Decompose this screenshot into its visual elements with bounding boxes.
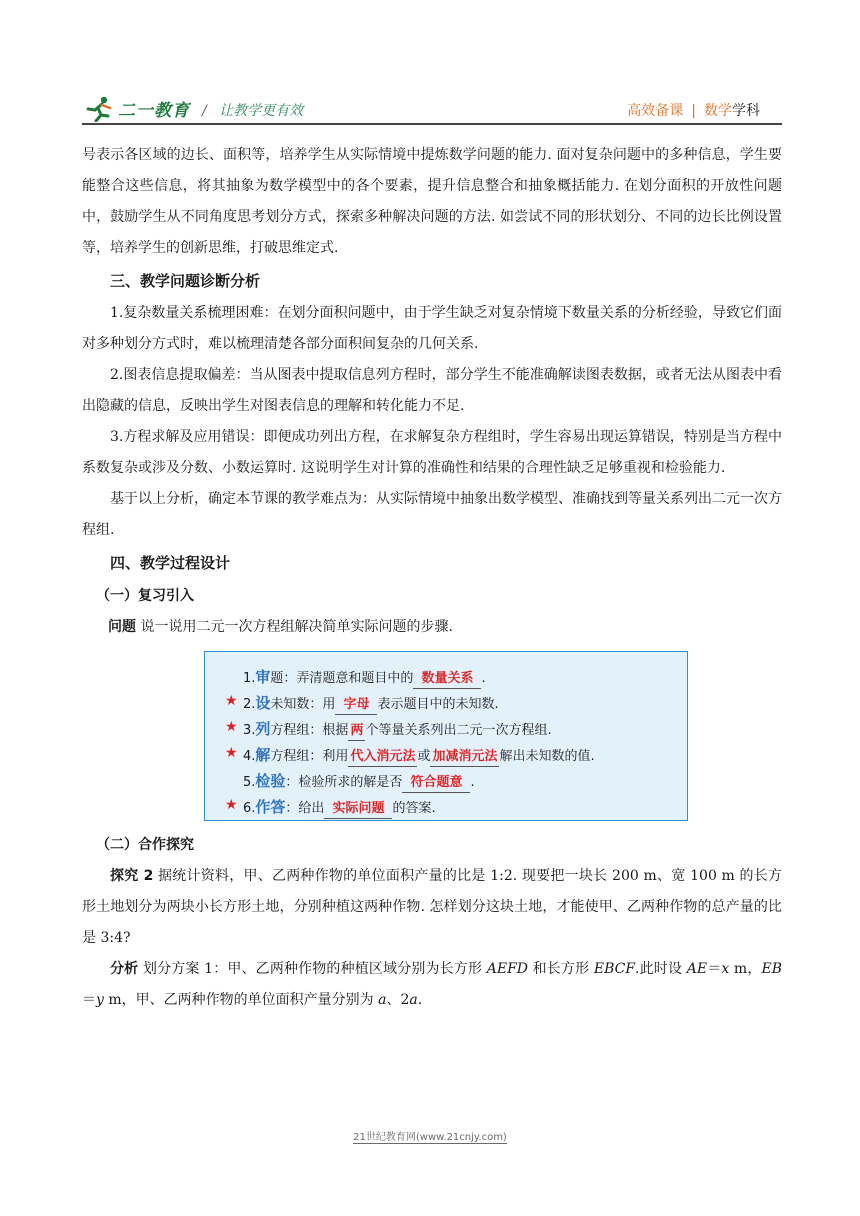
diagnosis-item-1: 1.复杂数量关系梳理困难：在划分面积问题中，由于学生缺乏对复杂情境下数量关系的分析经验，导致它们面对多种划分方式时，难以梳理清楚各部分面积间复杂的几何关系.	[82, 305, 782, 352]
document-body	[82, 140, 782, 1016]
step-content	[243, 744, 595, 767]
header-prep-label: 高效备课	[627, 103, 684, 119]
analysis-text: m，	[729, 961, 762, 977]
star-icon: ★	[225, 693, 238, 709]
step-text: 方程组：根据	[270, 723, 349, 738]
logo	[82, 96, 192, 122]
analysis-text: .此时设	[635, 961, 687, 977]
subsection-title-explore: （二）合作探究	[96, 837, 194, 853]
slogan-text: 让教学更有效	[219, 103, 304, 119]
section-title-diagnosis: 三、教学问题诊断分析	[110, 272, 261, 290]
step-text: 方程组：利用	[270, 749, 349, 764]
footer-link[interactable]: 21世纪教育网(www.21cnjy.com)	[353, 1132, 507, 1143]
rect-ebcf: EBCF	[593, 961, 636, 977]
step-content	[243, 692, 499, 715]
step-text-end: 个等量关系列出二元一次方程组.	[365, 723, 552, 738]
explore-text: 据统计资料，甲、乙两种作物的单位面积产量的比是 1:2. 现要把一块长 200 m、宽 100 m 的长方形土地划分为两块小长方形土地，分别种植这两种作物. 怎样划分这块土地，才能使甲、乙两种作物的总产量的比是 3:4?	[82, 868, 782, 946]
var-a: a	[378, 992, 387, 1008]
slogan-slash: /	[202, 103, 207, 119]
page-header	[82, 94, 782, 124]
step-blank-2: 加减消元法	[430, 748, 499, 767]
step-text-end: .	[481, 671, 486, 686]
step-number: 3.	[243, 723, 256, 738]
step-text-mid: 或	[417, 749, 431, 764]
analysis-paragraph	[82, 954, 782, 1016]
explore-label: 探究 2	[110, 868, 154, 884]
step-number: 1.	[243, 671, 256, 686]
step-number: 2.	[243, 697, 256, 712]
analysis-text: 、2	[386, 992, 410, 1008]
segment-ae: AE	[686, 961, 708, 977]
diagnosis-item-2: 2.图表信息提取偏差：当从图表中提取信息列方程时，部分学生不能准确解读图表数据，或者无法从图表中看出隐藏的信息，反映出学生对图表信息的理解和转化能力不足.	[82, 367, 782, 414]
step-keyword: 设	[255, 694, 271, 712]
step-keyword: 审	[255, 668, 271, 686]
var-a-2: a	[409, 992, 418, 1008]
analysis-text: .	[417, 992, 423, 1008]
step-content	[243, 796, 436, 819]
diagnosis-item-3: 3.方程求解及应用错误：即便成功列出方程，在求解复杂方程组时，学生容易出现运算错误，特别是当方程中系数复杂或涉及分数、小数运算时. 这说明学生对计算的准确性和结果的合理性缺乏足够重视和检验能力.	[82, 429, 782, 476]
question-text: 说一说用二元一次方程组解决简单实际问题的步骤.	[136, 619, 453, 635]
step-content	[243, 770, 475, 793]
header-divider	[82, 123, 782, 125]
explore-paragraph	[82, 861, 782, 954]
step-text-end: 的答案.	[392, 801, 436, 816]
step-text-end: 表示题目中的未知数.	[377, 697, 499, 712]
var-x: x	[721, 961, 730, 977]
step-blank: 代入消元法	[348, 748, 417, 767]
step-blank: 两	[348, 722, 365, 741]
question-label: 问题	[108, 619, 136, 635]
segment-eb: EB	[761, 961, 782, 977]
header-subject-suffix: 学科	[732, 103, 760, 119]
step-content	[243, 718, 552, 741]
step-keyword: 作答	[255, 798, 286, 816]
intro-paragraph: 号表示各区域的边长、面积等，培养学生从实际情境中提炼数学问题的能力. 面对复杂问题中的多种信息，学生要能整合这些信息，将其抽象为数学模型中的各个要素，提升信息整合和抽象概括能力. 在划分面积的开放性问题中，鼓励学生从不同角度思考划分方式，探索多种解决问题的方法. 如尝试不同的形状划分、不同的边长比例设置等，培养学生的创新思维，打破思维定式.	[82, 147, 782, 256]
steps-panel	[204, 651, 688, 821]
analysis-text: m，甲、乙两种作物的单位面积产量分别为	[103, 992, 379, 1008]
analysis-text: ＝	[707, 961, 722, 977]
step-number: 6.	[243, 801, 256, 816]
step-blank: 实际问题	[324, 800, 392, 819]
step-blank: 字母	[335, 696, 377, 715]
star-icon: ★	[225, 745, 238, 761]
slogan	[202, 100, 303, 120]
step-keyword: 检验	[255, 772, 286, 790]
var-y: y	[96, 992, 104, 1008]
star-icon: ★	[225, 797, 238, 813]
question-paragraph	[82, 612, 782, 643]
step-blank: 符合题意	[402, 774, 470, 793]
analysis-label: 分析	[110, 961, 139, 977]
header-subject-math: 数学	[704, 103, 732, 119]
analysis-text: ＝	[82, 992, 96, 1008]
step-text: ：检验所求的解是否	[285, 775, 403, 790]
diagnosis-summary: 基于以上分析，确定本节课的教学难点为：从实际情境中抽象出数学模型、准确找到等量关系列出二元一次方程组.	[82, 491, 782, 538]
logo-text: 二一教育	[118, 101, 190, 121]
step-text-end: 解出未知数的值.	[499, 749, 595, 764]
step-blank: 数量关系	[413, 670, 481, 689]
step-text: 题：弄清题意和题目中的	[270, 671, 414, 686]
subsection-title-review: （一）复习引入	[96, 588, 194, 604]
analysis-text: 划分方案 1：甲、乙两种作物的种植区域分别为长方形	[138, 961, 487, 977]
step-content	[243, 666, 486, 689]
step-number: 4.	[243, 749, 256, 764]
analysis-text: 和长方形	[528, 961, 594, 977]
step-text: ：给出	[285, 801, 325, 816]
section-title-process: 四、教学过程设计	[110, 554, 231, 572]
step-number: 5.	[243, 775, 256, 790]
step-text-end: .	[470, 775, 475, 790]
header-subject	[627, 100, 760, 120]
step-text: 未知数：用	[270, 697, 336, 712]
star-icon: ★	[225, 719, 238, 735]
step-keyword: 列	[255, 720, 271, 738]
page-footer	[0, 1128, 860, 1143]
rect-aefd: AEFD	[486, 961, 529, 977]
step-keyword: 解	[255, 746, 271, 764]
header-separator: |	[691, 103, 696, 119]
runner-icon	[82, 96, 116, 122]
